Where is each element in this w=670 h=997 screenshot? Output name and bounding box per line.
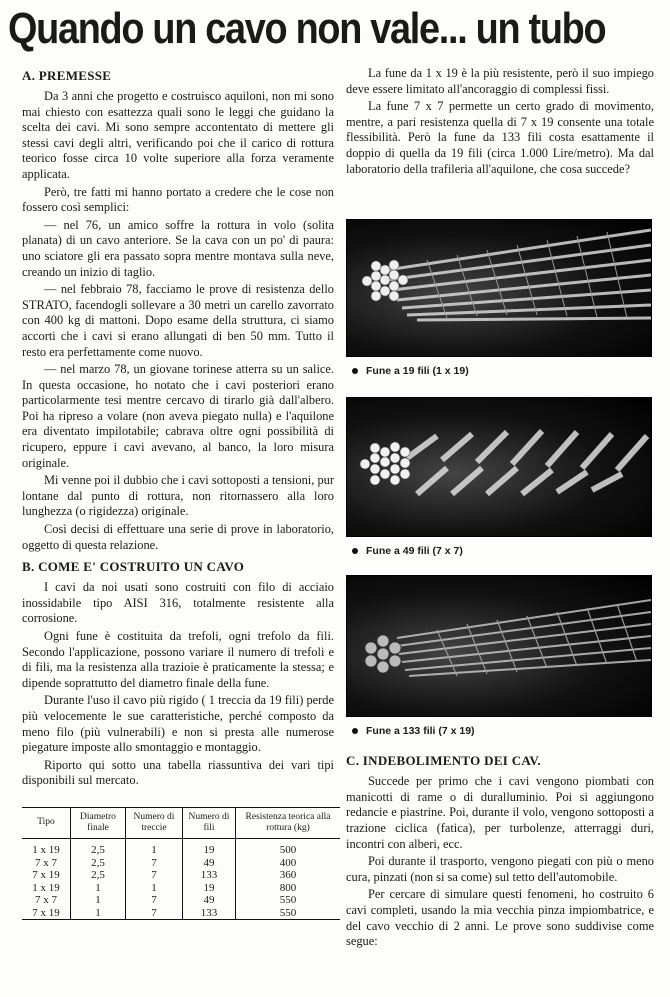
table-cell: 7 — [126, 869, 183, 882]
table-cell: 1 — [126, 882, 183, 895]
table-cell: 550 — [236, 894, 341, 907]
table-cell: 133 — [183, 907, 236, 920]
paragraph: — nel marzo 78, un giovane torinese atterra su un salice. In questa occasione, ho notato che i cavi posteriori erano particolarmente tesi mentre cercavo di tirarlo già dall'albero. Poi ha ripreso a volare (non aveva piegato nulla) e l'aquilone era diventato impilotabile; cabrava oltre ogni possibilità di ricupero, eppure i cavi avevano, al banco, la loro misura originale. — [22, 362, 334, 470]
table-cell: 49 — [183, 894, 236, 907]
paragraph: Così decisi di effettuare una serie di prove in laboratorio, oggetto di questa relazione. — [22, 522, 334, 552]
table-row — [22, 907, 340, 920]
section-a-heading: A. PREMESSE — [22, 68, 112, 83]
table-cell: 133 — [183, 869, 236, 882]
table-cell: 360 — [236, 869, 341, 882]
table-row — [22, 894, 340, 907]
table-cell: 7 — [126, 894, 183, 907]
table-cell: 49 — [183, 857, 236, 870]
table-cell: 1 — [126, 844, 183, 857]
table-cell: 7 x 7 — [35, 856, 57, 869]
caption-text: Fune a 133 fili (7 x 19) — [366, 725, 475, 738]
table-cell: 800 — [236, 882, 341, 895]
paragraph: — nel febbraio 78, facciamo le prove di resistenza dello STRATO, facendogli sollevare a 30 metri un carello zavorrato con 400 kg di mattoni. Dopo esame della struttura, ci siamo accorti che i cavi si erano allungati di ben 50 mm. Tutto il resto era perfettamente come nuovo. — [22, 282, 334, 359]
table-header-row — [22, 807, 340, 838]
table-cell: 7 — [126, 857, 183, 870]
left-column — [22, 66, 334, 920]
column-header: Resistenza teorica alla rottura (kg) — [236, 807, 341, 838]
caption-text: Fune a 19 fili (1 x 19) — [366, 365, 469, 378]
photo-caption — [352, 545, 654, 557]
paragraph: Durante l'uso il cavo più rigido ( 1 treccia da 19 fili) perde più velocemente le sue caratteristiche, perché composto da meno filo (più vulnerabili) e non si presta alle numerose piegature imposte allo smontaggio e montaggio. — [22, 693, 334, 755]
photo-caption — [352, 365, 654, 377]
paragraph: I cavi da noi usati sono costruiti con filo di acciaio inossidabile tipo AISI 316, totalmente resistente alla corrosione. — [22, 580, 334, 626]
table-cell: 1 x 19 — [32, 844, 60, 857]
photo-caption — [352, 725, 654, 737]
article-title: Quando un cavo non vale... un tubo — [8, 4, 606, 53]
section-b-heading: B. COME E' COSTRUITO UN CAVO — [22, 559, 245, 575]
table-cell: 400 — [236, 857, 341, 870]
cable-types-table — [22, 807, 340, 921]
caption-text: Fune a 49 fili (7 x 7) — [366, 545, 463, 558]
cable-photo-7x7 — [346, 397, 652, 537]
table-row — [22, 882, 340, 895]
bullet-icon — [352, 368, 358, 374]
table-cell: 2,5 — [71, 857, 126, 870]
table-cell: 1 — [71, 882, 126, 895]
table-cell: 1 x 19 — [32, 881, 60, 894]
paragraph: Mi venne poi il dubbio che i cavi sottoposti a tensioni, pur lontane dal punto di rottura, non ritornassero alla loro lunghezza (o rigidezza) originale. — [22, 473, 334, 519]
table-cell: 7 x 19 — [22, 907, 71, 920]
cable-photo-7x19 — [346, 575, 652, 717]
paragraph: Per cercare di simulare questi fenomeni, ho costruito 6 cavi completi, usando la mia vecchia pinza impiombatrice, e del cavo vecchio di 2 anni. Le prove sono suddivise come segue: — [346, 887, 654, 949]
paragraph: La fune da 1 x 19 è la più resistente, però il suo impiego deve essere limitato all'ancoraggio di complessi fissi. — [346, 66, 654, 96]
table-cell: 1 — [71, 894, 126, 907]
table-cell: 550 — [236, 907, 341, 920]
cable-photo-1x19 — [346, 219, 652, 357]
table-cell: 7 x 7 — [35, 894, 57, 907]
bullet-icon — [352, 548, 358, 554]
paragraph: Da 3 anni che progetto e costruisco aquiloni, non mi sono mai chiesto con esattezza quali sono le leggi che guidano la scelta dei cavi. Mi sono sempre accontentato di mettere gli stessi cavi degli altri, verificando poi che il carico di rottura teorico fosse circa 10 volte superiore alla forza veramente applicata. — [22, 89, 334, 181]
table-cell: 7 — [126, 907, 183, 920]
table-row — [22, 869, 340, 882]
table-cell: 1 — [71, 907, 126, 920]
paragraph: — nel 76, un amico soffre la rottura in volo (solita planata) di un cavo anteriore. Se la cava con un po' di paura: uno sciatore gli era passato sopra mentre montava sulla neve, creando un inizio di taglio. — [22, 217, 334, 279]
paragraph: Succede per primo che i cavi vengono piombati con manicotti di rame o di duralluminio. Poi si aggiungono redancie e piastrine. Poi, durante il volo, vengono sottoposti a trazione ciclica (fatica), per turbolenze, atterraggi duri, incontri con alberi, ecc. — [346, 774, 654, 851]
column-header: Numero di fili — [183, 807, 236, 838]
paragraph: La fune 7 x 7 permette un certo grado di movimento, mentre, a pari resistenza quella di 7 x 19 consente una totale flessibilità. Però la fune da 133 fili costa esattamente il doppio di quella da 19 fili (circa 1.000 Lire/metro). Ma dal laboratorio della trafileria all'aquilone, che cosa succede? — [346, 99, 654, 176]
paragraph: Poi durante il trasporto, vengono piegati con più o meno cura, pinzati (non si sa come) sul tetto dell'automobile. — [346, 854, 654, 884]
table-cell: 7 x 19 — [32, 869, 60, 882]
paragraph: Ogni fune è costituita da trefoli, ogni trefolo da fili. Secondo l'applicazione, possono variare il numero di trefoli e di fili, ma la resistenza alla trazioie è praticamente la stessa; e dipende soprattutto del diametro finale della fune. — [22, 629, 334, 690]
table-row — [22, 844, 340, 857]
table-cell: 19 — [183, 844, 236, 857]
table-cell: 19 — [183, 882, 236, 895]
bullet-icon — [352, 728, 358, 734]
right-column — [346, 66, 654, 952]
paragraph: Però, tre fatti mi hanno portato a credere che le cose non fossero così semplici: — [22, 184, 334, 215]
table-cell: 2,5 — [71, 844, 126, 857]
table-cell: 500 — [236, 844, 341, 857]
table-cell: 2,5 — [71, 869, 126, 882]
section-c-heading: C. INDEBOLIMENTO DEI CAV. — [346, 753, 541, 769]
column-header: Numero di treccie — [126, 807, 183, 838]
column-header: Tipo — [22, 807, 71, 838]
column-header: Diametro finale — [71, 807, 126, 838]
paragraph: Riporto qui sotto una tabella riassuntiva dei vari tipi disponibili sul mercato. — [22, 757, 334, 788]
table-row — [22, 857, 340, 870]
